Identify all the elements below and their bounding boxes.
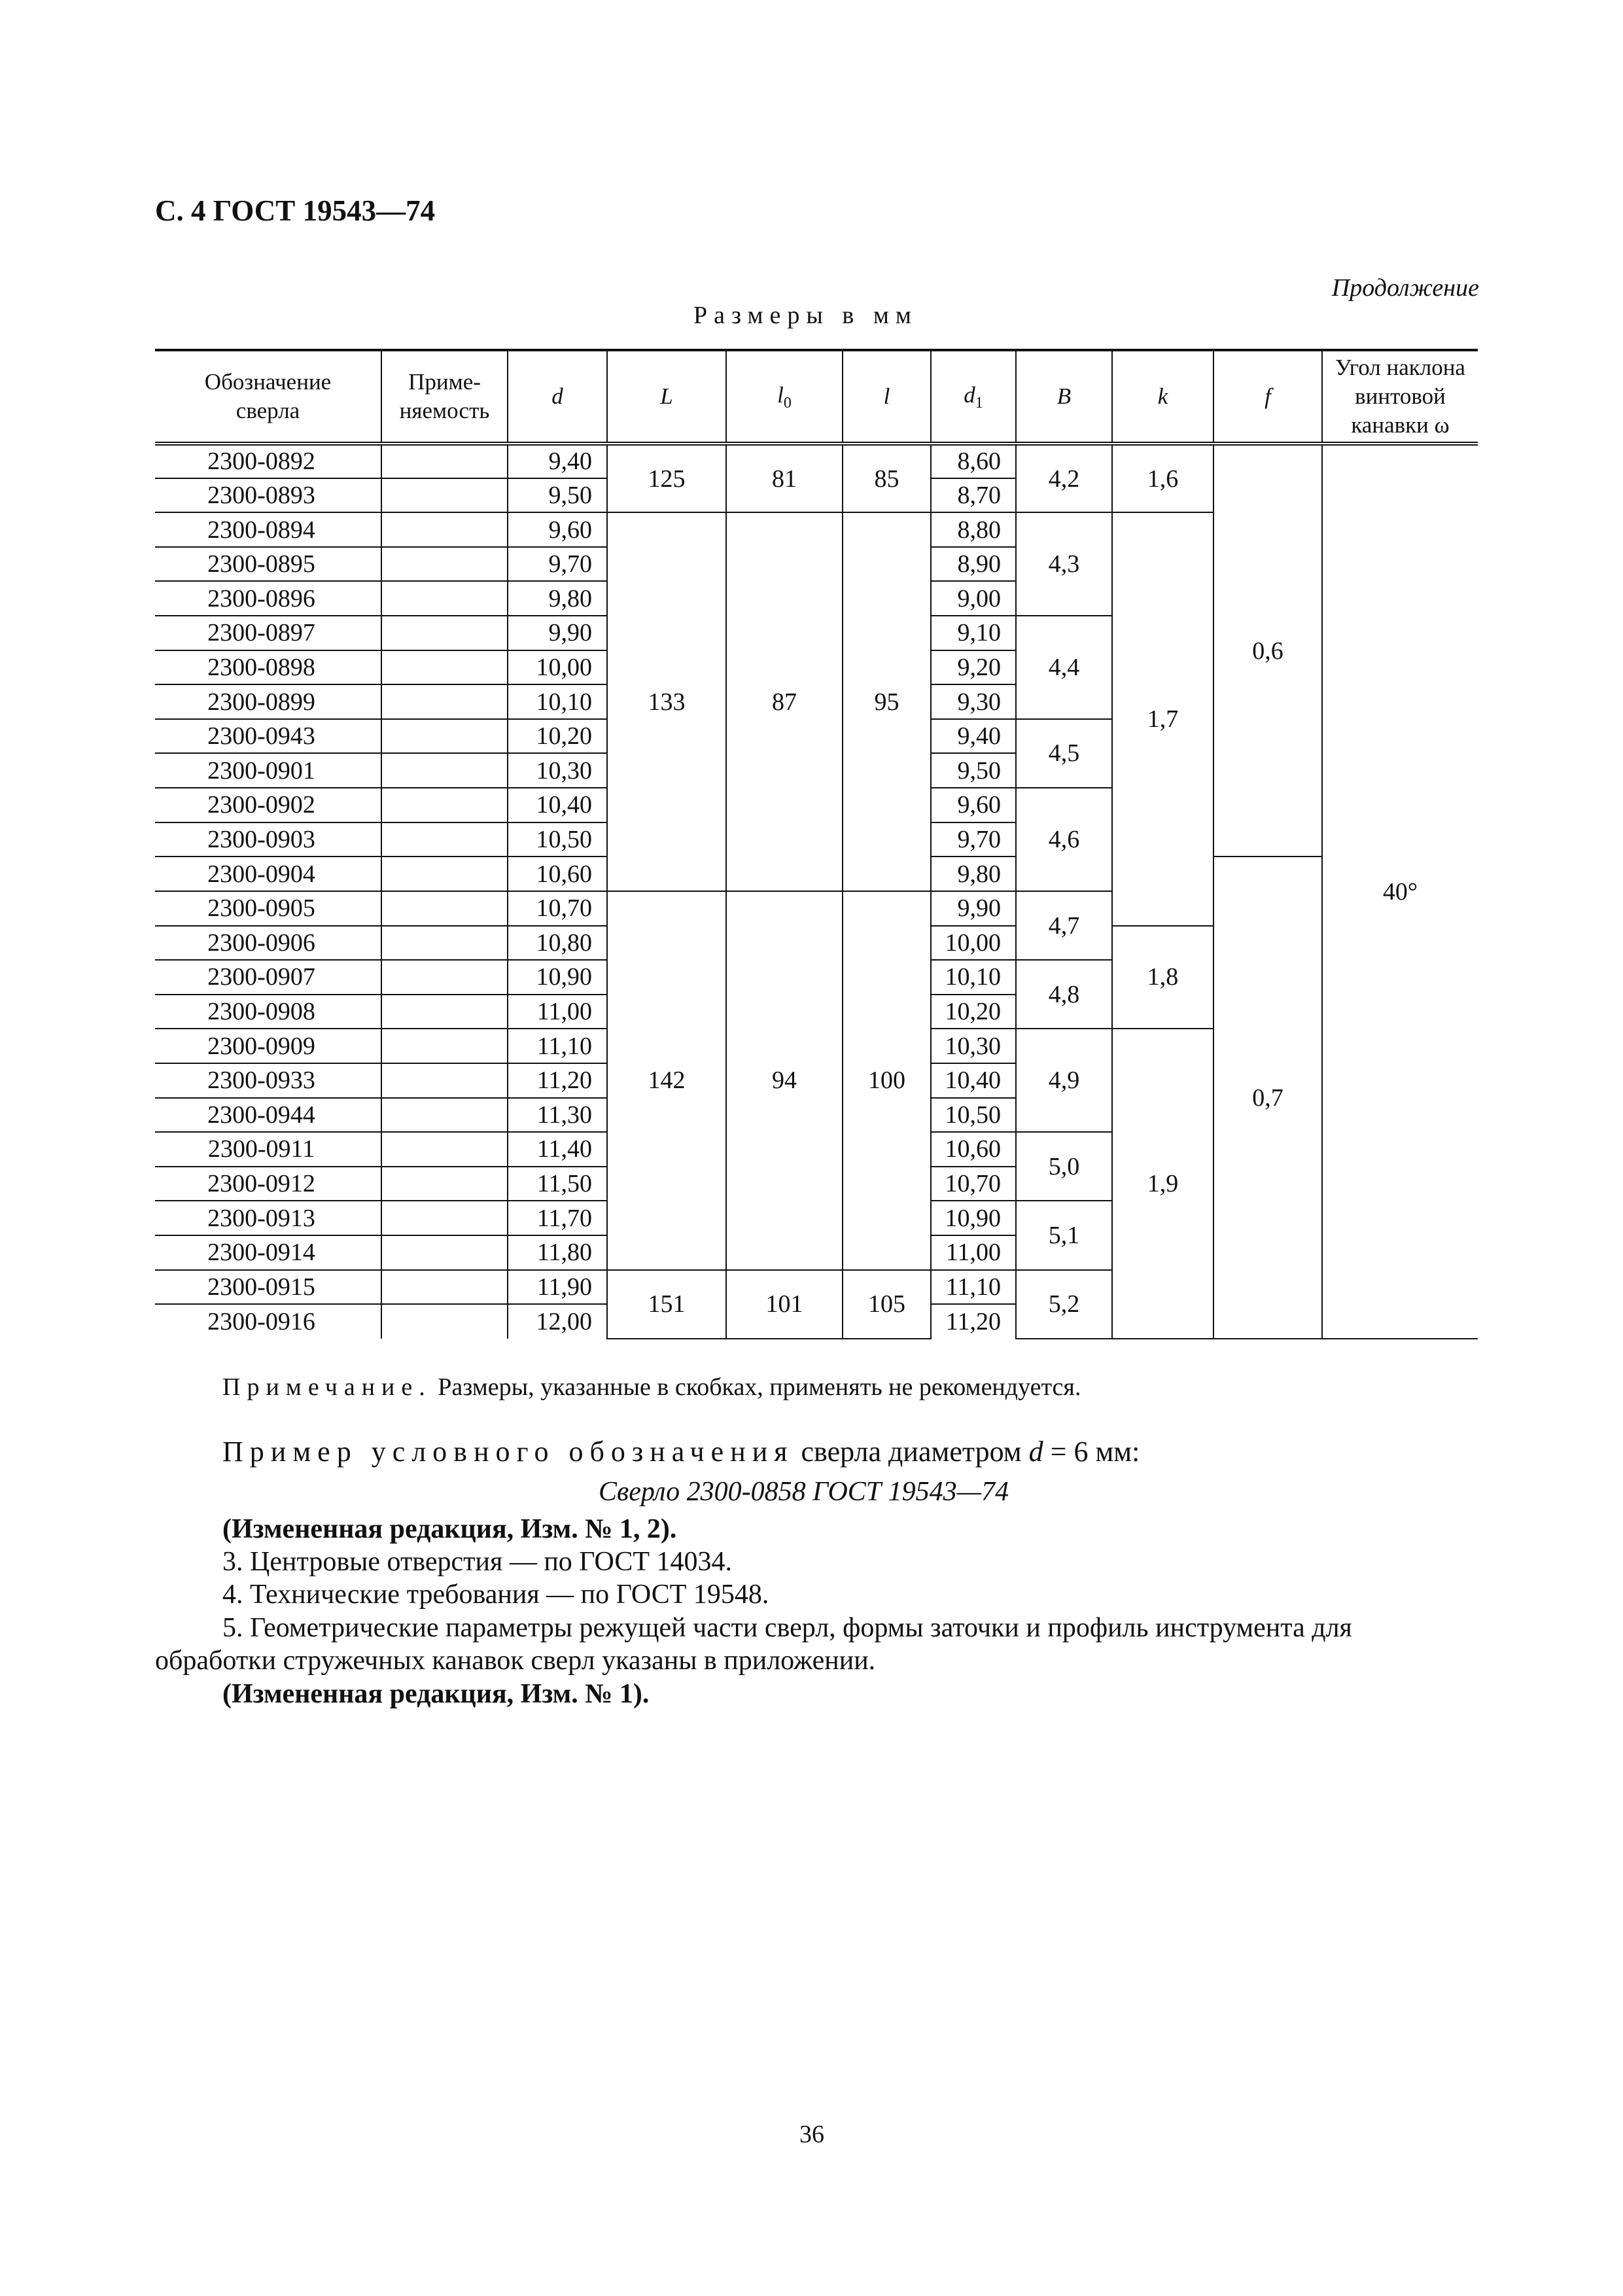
cell-applicability [381, 753, 508, 788]
cell-L: 133 [607, 512, 726, 891]
cell-f: 0,6 [1213, 444, 1322, 857]
cell-B: 4,4 [1016, 616, 1112, 719]
note-text: Размеры, указанные в скобках, применять не рекомендуется. [431, 1373, 1081, 1401]
cell-d1: 9,60 [931, 788, 1016, 822]
cell-l: 95 [843, 512, 931, 891]
cell-d1: 8,80 [931, 512, 1016, 547]
cell-d: 11,90 [508, 1270, 607, 1305]
drill-dimensions-table [155, 349, 1478, 1339]
cell-d: 10,20 [508, 719, 607, 754]
cell-L: 142 [607, 891, 726, 1270]
cell-designation: 2300-0916 [155, 1304, 381, 1339]
cell-d1: 10,90 [931, 1201, 1016, 1235]
cell-d: 10,80 [508, 926, 607, 961]
cell-d: 11,80 [508, 1235, 607, 1270]
cell-d1: 10,50 [931, 1098, 1016, 1133]
cell-d: 11,30 [508, 1098, 607, 1133]
cell-d1: 11,20 [931, 1304, 1016, 1339]
cell-applicability [381, 926, 508, 961]
cell-l0: 87 [726, 512, 843, 891]
cell-B: 4,3 [1016, 512, 1112, 616]
cell-d1: 10,10 [931, 960, 1016, 995]
cell-designation: 2300-0902 [155, 788, 381, 822]
cell-d1: 8,90 [931, 547, 1016, 582]
cell-applicability [381, 719, 508, 754]
cell-d: 10,50 [508, 822, 607, 857]
cell-applicability [381, 857, 508, 891]
cell-designation: 2300-0897 [155, 616, 381, 650]
cell-applicability [381, 1132, 508, 1167]
cell-L: 125 [607, 444, 726, 512]
cell-d: 9,80 [508, 581, 607, 616]
cell-designation: 2300-0907 [155, 960, 381, 995]
cell-d1: 10,30 [931, 1029, 1016, 1063]
cell-designation: 2300-0903 [155, 822, 381, 857]
cell-applicability [381, 478, 508, 513]
cell-d: 10,30 [508, 753, 607, 788]
cell-l: 100 [843, 891, 931, 1270]
cell-d: 10,40 [508, 788, 607, 822]
item-4: 4. Технические требования — по ГОСТ 19548. [222, 1580, 769, 1610]
cell-d1: 11,00 [931, 1235, 1016, 1270]
cell-applicability [381, 1201, 508, 1235]
cell-B: 4,7 [1016, 891, 1112, 960]
example-designation: Сверло 2300-0858 ГОСТ 19543—74 [599, 1477, 1009, 1507]
cell-d1: 9,10 [931, 616, 1016, 650]
cell-designation: 2300-0892 [155, 444, 381, 478]
cell-k: 1,8 [1112, 926, 1213, 1029]
example-text: сверла диаметром [794, 1436, 1029, 1468]
cell-designation: 2300-0898 [155, 650, 381, 685]
cell-l: 85 [843, 444, 931, 512]
cell-B: 5,2 [1016, 1270, 1112, 1339]
cell-d1: 9,50 [931, 753, 1016, 788]
cell-applicability [381, 1167, 508, 1201]
table-body [155, 444, 1478, 1339]
units-caption: Размеры в мм [693, 302, 918, 329]
cell-l0: 101 [726, 1270, 843, 1339]
cell-applicability [381, 891, 508, 926]
example-rest: = 6 мм: [1043, 1436, 1140, 1468]
cell-applicability [381, 1235, 508, 1270]
cell-designation: 2300-0901 [155, 753, 381, 788]
col-header-designation: Обозначение сверла [155, 350, 381, 444]
cell-applicability [381, 547, 508, 582]
cell-d: 10,70 [508, 891, 607, 926]
cell-d: 9,60 [508, 512, 607, 547]
cell-d1: 8,60 [931, 444, 1016, 478]
cell-B: 4,2 [1016, 444, 1112, 512]
cell-d1: 9,80 [931, 857, 1016, 891]
col-header-k: k [1112, 350, 1213, 444]
col-header-B: B [1016, 350, 1112, 444]
cell-designation: 2300-0915 [155, 1270, 381, 1305]
cell-designation: 2300-0896 [155, 581, 381, 616]
example-label: Пример условного обозначения [222, 1436, 794, 1468]
cell-l0: 94 [726, 891, 843, 1270]
cell-B: 4,8 [1016, 960, 1112, 1029]
cell-d1: 8,70 [931, 478, 1016, 513]
cell-designation: 2300-0912 [155, 1167, 381, 1201]
cell-d: 12,00 [508, 1304, 607, 1339]
cell-designation: 2300-0909 [155, 1029, 381, 1063]
cell-d: 11,70 [508, 1201, 607, 1235]
revision-note-1: (Измененная редакция, Изм. № 1, 2). [222, 1514, 677, 1544]
continuation-label: Продолжение [1331, 274, 1479, 302]
cell-d: 10,10 [508, 684, 607, 719]
cell-applicability [381, 995, 508, 1029]
cell-d1: 10,70 [931, 1167, 1016, 1201]
cell-applicability [381, 788, 508, 822]
item-5: 5. Геометрические параметры режущей части сверл, формы заточки и профиль инструмента для обработки стружечных канавок сверл указаны в приложении. [155, 1613, 1352, 1676]
cell-B: 4,6 [1016, 788, 1112, 891]
cell-applicability [381, 512, 508, 547]
cell-d: 9,40 [508, 444, 607, 478]
cell-d1: 10,40 [931, 1063, 1016, 1098]
cell-B: 4,5 [1016, 719, 1112, 788]
cell-k: 1,7 [1112, 512, 1213, 925]
revision-note-2: (Измененная редакция, Изм. № 1). [222, 1679, 650, 1709]
cell-d: 10,00 [508, 650, 607, 685]
cell-d1: 9,20 [931, 650, 1016, 685]
cell-L: 151 [607, 1270, 726, 1339]
cell-B: 5,1 [1016, 1201, 1112, 1269]
cell-d: 11,20 [508, 1063, 607, 1098]
cell-applicability [381, 1270, 508, 1305]
cell-k: 1,6 [1112, 444, 1213, 512]
cell-designation: 2300-0943 [155, 719, 381, 754]
cell-designation: 2300-0911 [155, 1132, 381, 1167]
cell-designation: 2300-0895 [155, 547, 381, 582]
col-header-f: f [1213, 350, 1322, 444]
cell-d: 11,10 [508, 1029, 607, 1063]
cell-applicability [381, 684, 508, 719]
note-label: Примечание. [222, 1373, 432, 1401]
item-3: 3. Центровые отверстия — по ГОСТ 14034. [222, 1547, 733, 1577]
col-header-helix-angle: Угол наклона винтовой канавки ω [1322, 350, 1478, 444]
page-number: 36 [799, 2121, 824, 2148]
cell-applicability [381, 616, 508, 650]
example-d-symbol: d [1028, 1436, 1043, 1468]
cell-designation: 2300-0908 [155, 995, 381, 1029]
cell-designation: 2300-0906 [155, 926, 381, 961]
cell-d1: 9,70 [931, 822, 1016, 857]
cell-designation: 2300-0893 [155, 478, 381, 513]
cell-applicability [381, 1098, 508, 1133]
example-paragraph [222, 1435, 1140, 1468]
cell-d1: 9,00 [931, 581, 1016, 616]
note [222, 1373, 1081, 1402]
cell-d: 10,60 [508, 857, 607, 891]
col-header-d1: $d_1$ [931, 350, 1016, 444]
cell-d1: 10,00 [931, 926, 1016, 961]
col-header-L: L [607, 350, 726, 444]
cell-designation: 2300-0913 [155, 1201, 381, 1235]
cell-d: 11,40 [508, 1132, 607, 1167]
cell-d: 10,90 [508, 960, 607, 995]
cell-l0: 81 [726, 444, 843, 512]
cell-d: 9,50 [508, 478, 607, 513]
cell-designation: 2300-0904 [155, 857, 381, 891]
cell-f: 0,7 [1213, 857, 1322, 1339]
cell-B: 5,0 [1016, 1132, 1112, 1201]
col-header-d: d [508, 350, 607, 444]
cell-d1: 9,30 [931, 684, 1016, 719]
cell-applicability [381, 822, 508, 857]
cell-d1: 9,40 [931, 719, 1016, 754]
cell-applicability [381, 444, 508, 478]
page-header: С. 4 ГОСТ 19543—74 [155, 194, 436, 227]
cell-B: 4,9 [1016, 1029, 1112, 1132]
cell-applicability [381, 581, 508, 616]
cell-d: 9,90 [508, 616, 607, 650]
col-header-l: l [843, 350, 931, 444]
cell-applicability [381, 1063, 508, 1098]
cell-designation: 2300-0899 [155, 684, 381, 719]
cell-applicability [381, 1029, 508, 1063]
col-header-l0: $l_0$ [726, 350, 843, 444]
cell-applicability [381, 650, 508, 685]
cell-d: 11,50 [508, 1167, 607, 1201]
cell-d1: 10,60 [931, 1132, 1016, 1167]
cell-applicability [381, 1304, 508, 1339]
cell-d: 11,00 [508, 995, 607, 1029]
cell-d1: 11,10 [931, 1270, 1016, 1305]
cell-designation: 2300-0905 [155, 891, 381, 926]
col-header-applicability: Приме- няемость [381, 350, 508, 444]
cell-helix-angle: 40° [1322, 444, 1478, 1339]
cell-l: 105 [843, 1270, 931, 1339]
cell-designation: 2300-0894 [155, 512, 381, 547]
cell-designation: 2300-0914 [155, 1235, 381, 1270]
table-header-row [155, 350, 1478, 444]
cell-designation: 2300-0933 [155, 1063, 381, 1098]
cell-k: 1,9 [1112, 1029, 1213, 1339]
cell-d1: 10,20 [931, 995, 1016, 1029]
cell-d: 9,70 [508, 547, 607, 582]
cell-d1: 9,90 [931, 891, 1016, 926]
cell-designation: 2300-0944 [155, 1098, 381, 1133]
cell-applicability [381, 960, 508, 995]
table-row [155, 444, 1478, 478]
